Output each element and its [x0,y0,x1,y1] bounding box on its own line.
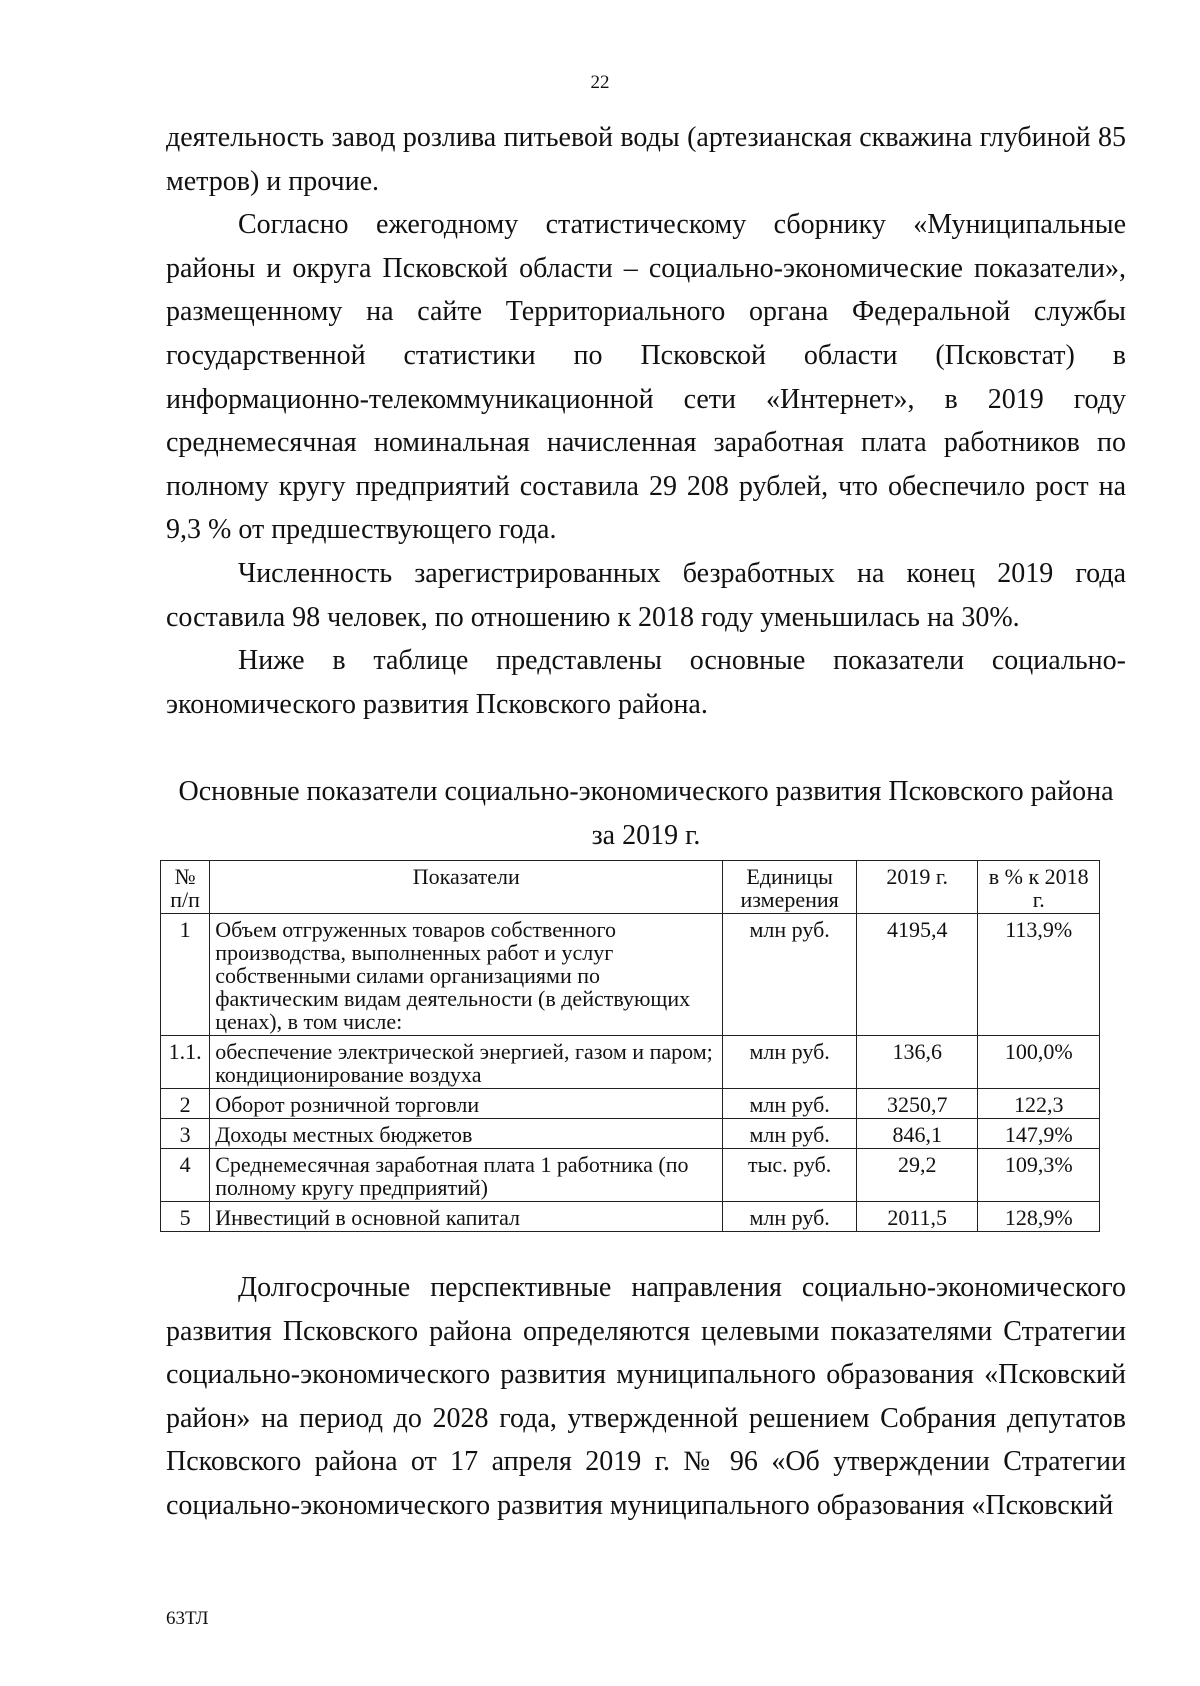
cell-name: Доходы местных бюджетов [210,1119,723,1149]
cell-value: 29,2 [856,1149,978,1202]
cell-num: 4 [161,1149,210,1202]
table-title: Основные показатели социально-экономического развития Псковского района за 2019 г. [178,776,1114,851]
table-row [161,1119,1100,1149]
table-header-row [161,861,1100,914]
cell-unit: млн руб. [723,1119,857,1149]
header-unit: Единицы измерения [723,861,857,914]
body-text-bottom [166,1266,1126,1528]
page-number: 22 [590,72,610,93]
cell-name: Объем отгруженных товаров собственного производства, выполненных работ и услуг собственными силами организациями по фактическим видам деятельности (в действующих ценах), в том числе: [210,914,723,1036]
paragraph: Долгосрочные перспективные направления социально-экономического развития Псковского района определяются целевыми показателями Стратегии социально-экономического развития муниципального образования «Псковский район» на период до 2028 года, утвержденной решением Собрания депутатов Псковского района от 17 апреля 2019 г. № 96 «Об утверждении Стратегии социально-экономического развития муниципального образования «Псковский [166,1272,1126,1521]
cell-num: 3 [161,1119,210,1149]
cell-unit: млн руб. [723,1202,857,1232]
cell-value: 136,6 [856,1036,978,1089]
table-row [161,1036,1100,1089]
paragraph: деятельность завод розлива питьевой воды (артезианская скважина глубиной 85 метров) и прочие. [166,122,1126,197]
table-row [161,1202,1100,1232]
table-row [161,1149,1100,1202]
cell-num: 1 [161,914,210,1036]
paragraph: Согласно ежегодному статистическому сборнику «Муниципальные районы и округа Псковской области – социально-экономические показатели», размещенному на сайте Территориального органа Федеральной службы государственной статистики по Псковской области (Псковстат) в информационно-телекоммуникационной сети «Интернет», в 2019 году среднемесячная номинальная начисленная заработная плата работников по полному кругу предприятий составила 29 208 рублей, что обеспечило рост на 9,3 % от предшествующего года. [166,209,1126,546]
cell-num: 2 [161,1089,210,1119]
cell-name: обеспечение электрической энергией, газом и паром; кондиционирование воздуха [210,1036,723,1089]
cell-pct: 100,0% [978,1036,1100,1089]
header-name: Показатели [210,861,723,914]
paragraph: Численность зарегистрированных безработных на конец 2019 года составила 98 человек, по отношению к 2018 году уменьшилась на 30%. [166,557,1126,633]
paragraph: Ниже в таблице представлены основные показатели социально-экономического развития Псковского района. [166,645,1126,720]
header-num: № п/п [161,861,210,914]
body-text-top [166,116,1126,726]
cell-unit: млн руб. [723,1089,857,1119]
table-row [161,914,1100,1036]
cell-unit: млн руб. [723,1036,857,1089]
footer-code: 63ТЛ [166,1608,209,1629]
cell-value: 846,1 [856,1119,978,1149]
cell-pct: 147,9% [978,1119,1100,1149]
cell-pct: 109,3% [978,1149,1100,1202]
cell-pct: 122,3 [978,1089,1100,1119]
header-year: 2019 г. [856,861,978,914]
cell-pct: 113,9% [978,914,1100,1036]
cell-value: 3250,7 [856,1089,978,1119]
cell-unit: тыс. руб. [723,1149,857,1202]
indicators-table [160,860,1100,1232]
cell-unit: млн руб. [723,914,857,1036]
cell-pct: 128,9% [978,1202,1100,1232]
cell-name: Среднемесячная заработная плата 1 работника (по полному кругу предприятий) [210,1149,723,1202]
header-pct: в % к 2018 г. [978,861,1100,914]
cell-value: 2011,5 [856,1202,978,1232]
cell-name: Оборот розничной торговли [210,1089,723,1119]
table-row [161,1089,1100,1119]
cell-num: 1.1. [161,1036,210,1089]
cell-num: 5 [161,1202,210,1232]
cell-name: Инвестиций в основной капитал [210,1202,723,1232]
cell-value: 4195,4 [856,914,978,1036]
